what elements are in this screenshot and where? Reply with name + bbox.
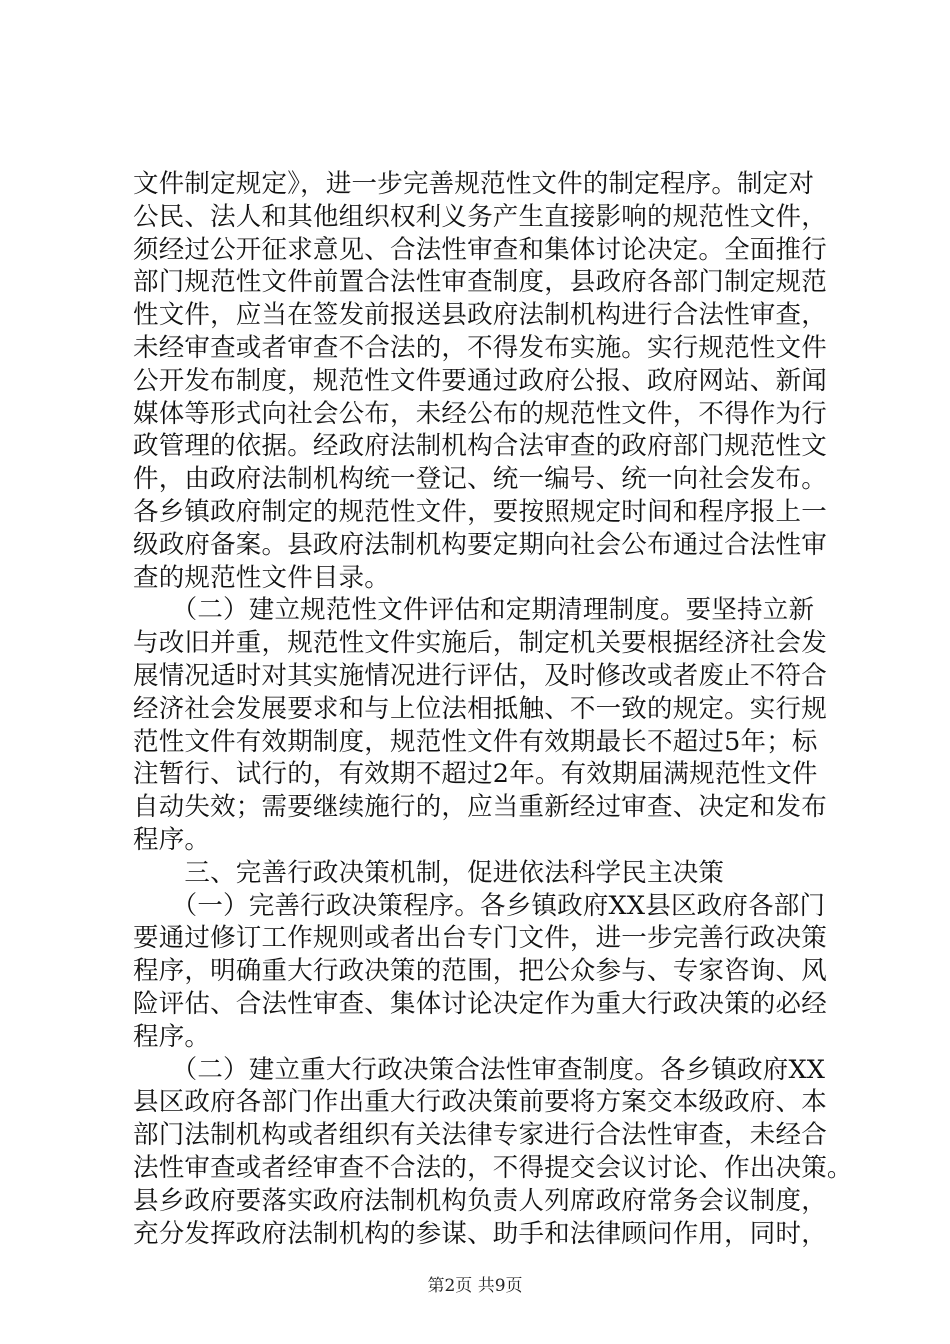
text-line: 性文件，应当在签发前报送县政府法制机构进行合法性审查， — [133, 300, 827, 331]
text-line: 充分发挥政府法制机构的参谋、助手和法律顾问作用，同时， — [133, 1218, 827, 1249]
text-line: 部门规范性文件前置合法性审查制度，县政府各部门制定规范 — [133, 267, 827, 298]
page-footer: 第2页 共9页 — [427, 1276, 523, 1296]
text-line: （二）建立规范性文件评估和定期清理制度。要坚持立新 — [133, 595, 815, 626]
text-line: 展情况适时对其实施情况进行评估，及时修改或者废止不符合 — [133, 660, 827, 691]
text-line: 注暂行、试行的，有效期不超过2年。有效期届满规范性文件 — [133, 759, 818, 790]
text-line: 自动失效；需要继续施行的，应当重新经过审查、决定和发布 — [133, 792, 827, 823]
text-line: 未经审查或者审查不合法的，不得发布实施。实行规范性文件 — [133, 332, 827, 363]
text-line: 公开发布制度，规范性文件要通过政府公报、政府网站、新闻 — [133, 365, 827, 396]
text-line: 范性文件有效期制度，规范性文件有效期最长不超过5年；标 — [133, 726, 818, 757]
text-line: （二）建立重大行政决策合法性审查制度。各乡镇政府XX — [133, 1054, 826, 1085]
text-line: 经济社会发展要求和与上位法相抵触、不一致的规定。实行规 — [133, 693, 827, 724]
text-line: 要通过修订工作规则或者出台专门文件，进一步完善行政决策 — [133, 923, 827, 954]
text-line: 各乡镇政府制定的规范性文件，要按照规定时间和程序报上一 — [133, 496, 827, 527]
text-line: 程序，明确重大行政决策的范围，把公众参与、专家咨询、风 — [133, 956, 827, 987]
text-line: （一）完善行政决策程序。各乡镇政府XX县区政府各部门 — [133, 890, 826, 921]
text-line: 三、完善行政决策机制，促进依法科学民主决策 — [133, 857, 725, 888]
text-line: 政管理的依据。经政府法制机构合法审查的政府部门规范性文 — [133, 431, 827, 462]
text-line: 法性审查或者经审查不合法的，不得提交会议讨论、作出决策。 — [133, 1152, 853, 1183]
text-line: 文件制定规定》，进一步完善规范性文件的制定程序。制定对 — [133, 169, 815, 199]
text-line: 须经过公开征求意见、合法性审查和集体讨论决定。全面推行 — [133, 234, 827, 265]
text-line: 级政府备案。县政府法制机构要定期向社会公布通过合法性审 — [133, 529, 827, 560]
text-line: 件，由政府法制机构统一登记、统一编号、统一向社会发布。 — [133, 464, 827, 495]
text-line: 查的规范性文件目录。 — [133, 562, 391, 593]
text-line: 县乡政府要落实政府法制机构负责人列席政府常务会议制度， — [133, 1185, 827, 1216]
text-line: 与改旧并重，规范性文件实施后，制定机关要根据经济社会发 — [133, 628, 827, 659]
text-line: 公民、法人和其他组织权利义务产生直接影响的规范性文件， — [133, 201, 827, 232]
text-line: 部门法制机构或者组织有关法律专家进行合法性审查，未经合 — [133, 1120, 827, 1151]
text-line: 程序。 — [133, 824, 211, 855]
text-line: 县区政府各部门作出重大行政决策前要将方案交本级政府、本 — [133, 1087, 827, 1118]
text-line: 险评估、合法性审查、集体讨论决定作为重大行政决策的必经 — [133, 988, 827, 1019]
text-line: 媒体等形式向社会公布，未经公布的规范性文件，不得作为行 — [133, 398, 827, 429]
text-line: 程序。 — [133, 1021, 211, 1052]
document-body — [133, 168, 853, 1250]
